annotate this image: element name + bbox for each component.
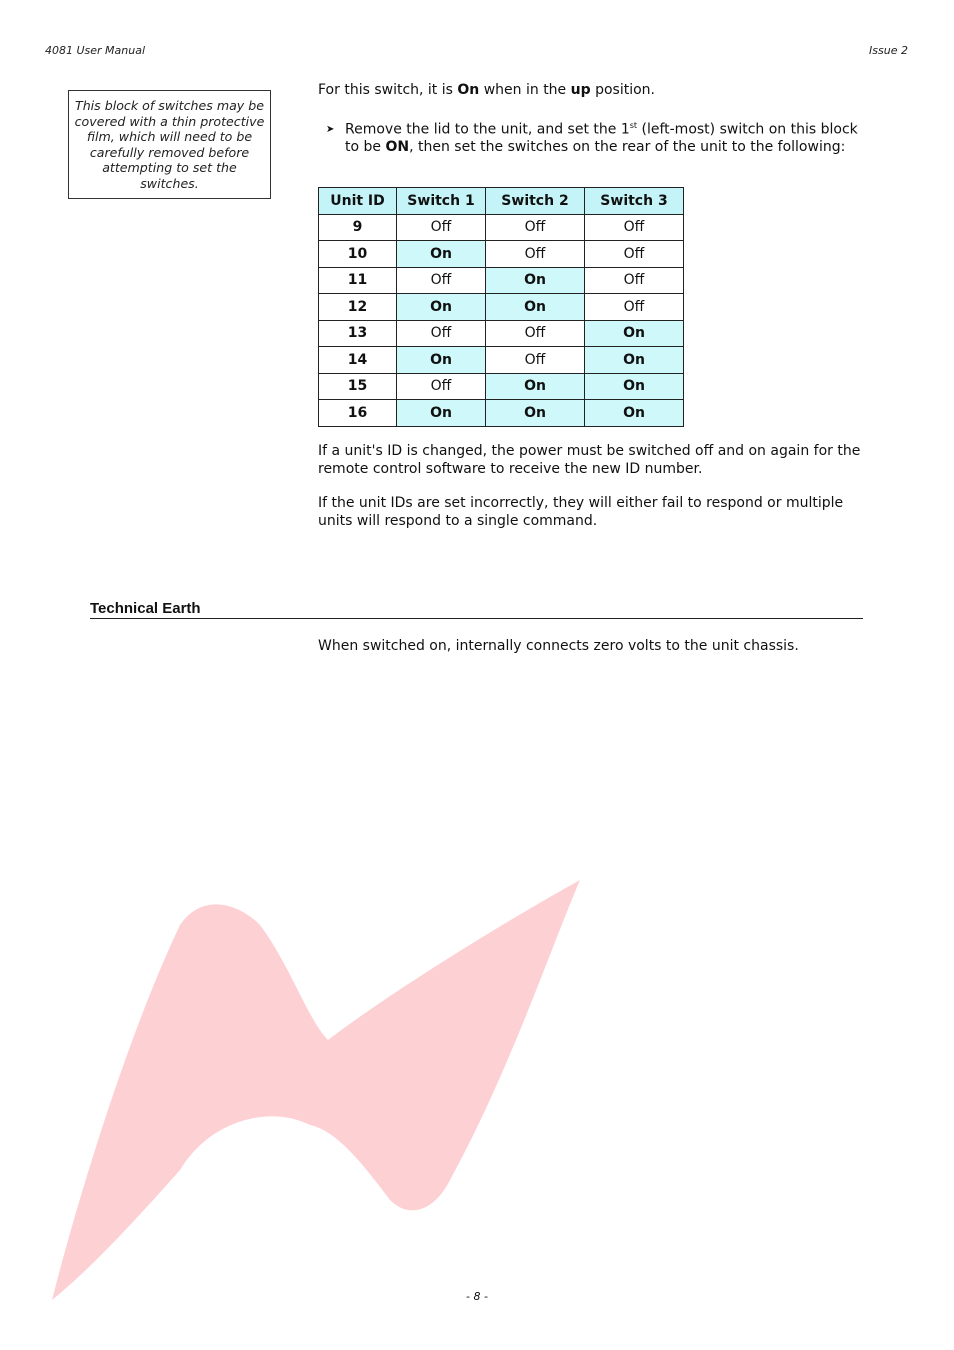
table-row: [319, 320, 684, 347]
unit-id-cell: 12: [319, 294, 397, 321]
unit-id-cell: 9: [319, 214, 397, 241]
switch-position-text: For this switch, it is On when in the up position.: [318, 82, 655, 98]
bullet-instruction: ➤ Remove the lid to the unit, and set the 1st (left-most) switch on this block to be ON, then set the switches on the rear of the unit to the following:: [326, 121, 858, 156]
switch-state-cell: On: [585, 373, 684, 400]
bullet-arrow-icon: ➤: [326, 124, 335, 135]
unit-id-switch-table: [318, 187, 684, 427]
table-row: [319, 214, 684, 241]
issue-number-header: Issue 2: [869, 44, 908, 57]
switch-state-cell: Off: [486, 241, 585, 268]
logo-watermark-icon: [40, 870, 600, 1310]
switch-state-cell: Off: [585, 267, 684, 294]
switch-state-cell: Off: [585, 241, 684, 268]
table-row: [319, 373, 684, 400]
switch-state-cell: Off: [397, 214, 486, 241]
technical-earth-text: When switched on, internally connects zero volts to the unit chassis.: [318, 638, 799, 654]
id-change-paragraph: If a unit's ID is changed, the power must be switched off and on again for the remote control software to receive the new ID number.: [318, 443, 861, 477]
unit-id-cell: 10: [319, 241, 397, 268]
switch-state-cell: Off: [397, 373, 486, 400]
switch-state-cell: On: [397, 294, 486, 321]
unit-id-cell: 11: [319, 267, 397, 294]
table-row: [319, 400, 684, 427]
switch-state-cell: On: [585, 400, 684, 427]
switch-state-cell: Off: [397, 320, 486, 347]
switch-state-cell: On: [486, 373, 585, 400]
unit-id-cell: 16: [319, 400, 397, 427]
switch-state-cell: On: [486, 400, 585, 427]
table-header-row: [319, 188, 684, 215]
table-row: [319, 294, 684, 321]
unit-id-cell: 13: [319, 320, 397, 347]
switch-state-cell: On: [397, 400, 486, 427]
table-row: [319, 241, 684, 268]
page-number: - 8 -: [466, 1290, 488, 1303]
table-row: [319, 267, 684, 294]
column-header: Switch 2: [486, 188, 585, 215]
switch-state-cell: On: [585, 347, 684, 374]
switch-state-cell: On: [397, 241, 486, 268]
switch-film-note: This block of switches may be covered with a thin protective film, which will need to be carefully removed before attempting to set the switches.: [68, 90, 271, 199]
switch-state-cell: Off: [397, 267, 486, 294]
unit-id-cell: 15: [319, 373, 397, 400]
switch-state-cell: Off: [585, 214, 684, 241]
column-header: Unit ID: [319, 188, 397, 215]
document-title-header: 4081 User Manual: [45, 44, 146, 57]
switch-state-cell: Off: [585, 294, 684, 321]
switch-state-cell: Off: [486, 214, 585, 241]
unit-id-cell: 14: [319, 347, 397, 374]
table-row: [319, 347, 684, 374]
switch-state-cell: Off: [486, 320, 585, 347]
switch-state-cell: On: [486, 294, 585, 321]
switch-state-cell: On: [397, 347, 486, 374]
section-heading: Technical Earth: [90, 600, 863, 619]
column-header: Switch 3: [585, 188, 684, 215]
column-header: Switch 1: [397, 188, 486, 215]
switch-state-cell: Off: [486, 347, 585, 374]
switch-state-cell: On: [486, 267, 585, 294]
switch-state-cell: On: [585, 320, 684, 347]
id-incorrect-paragraph: If the unit IDs are set incorrectly, they will either fail to respond or multiple units will respond to a single command.: [318, 495, 844, 529]
